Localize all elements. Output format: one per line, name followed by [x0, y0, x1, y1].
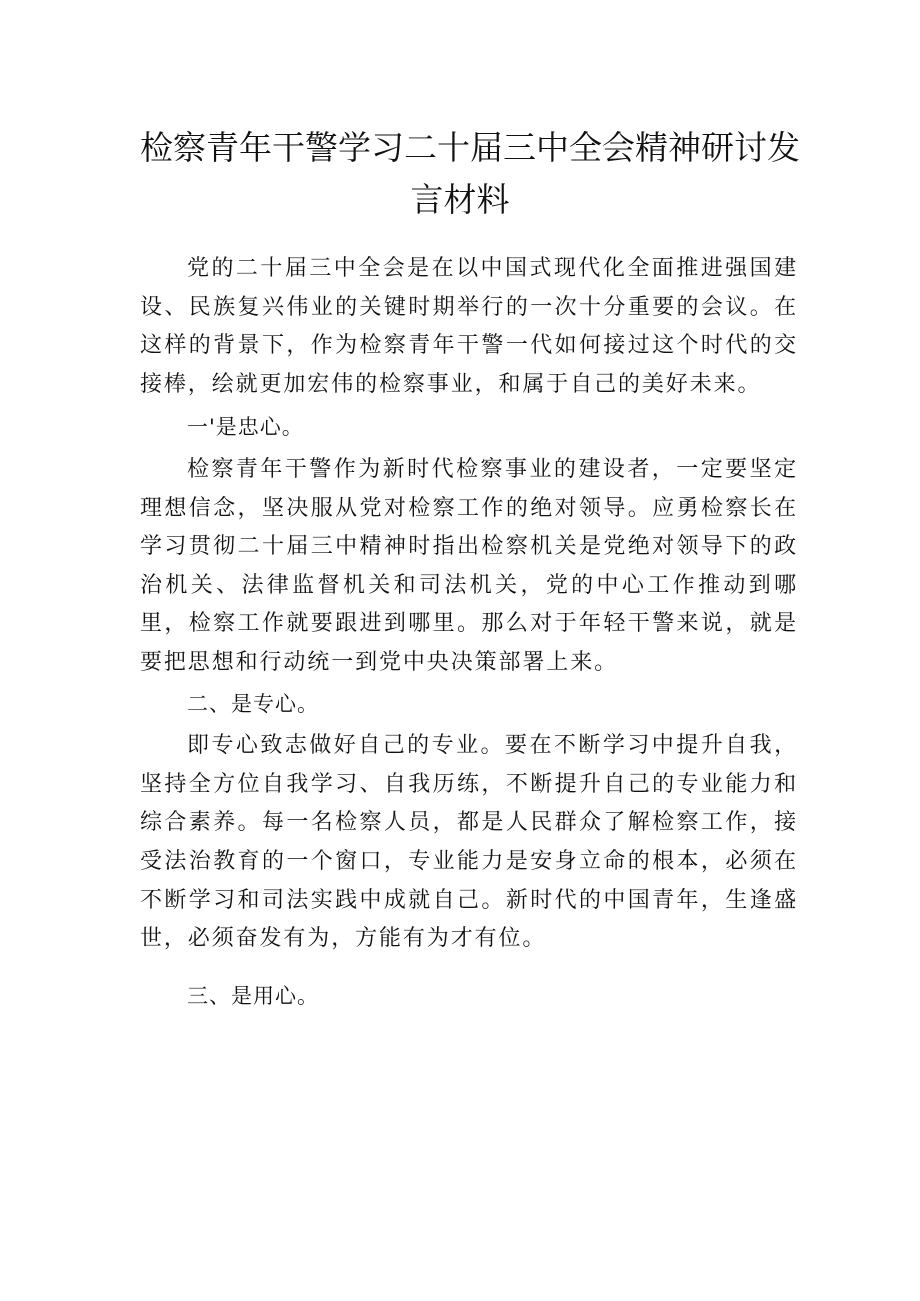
title-line-2: 言材料 [410, 180, 510, 219]
intro-paragraph: 党的二十届三中全会是在以中国式现代化全面推进强国建设、民族复兴伟业的关键时期举行的一次十分重要的会议。在这样的背景下，作为检察青年干警一代如何接过这个时代的交接棒，绘就更加宏伟的检察事业，和属于自己的美好未来。 [140, 256, 798, 397]
section-2-paragraph: 即专心致志做好自己的专业。要在不断学习中提升自我，坚持全方位自我学习、自我历练，不断提升自己的专业能力和综合素养。每一名检察人员，都是人民群众了解检察工作，接受法治教育的一个窗口，专业能力是安身立命的根本，必须在不断学习和司法实践中成就自己。新时代的中国青年，生逢盛世，必须奋发有为，方能有为才有位。 [140, 733, 798, 952]
document-title [140, 122, 800, 226]
section-1-paragraph: 检察青年干警作为新时代检察事业的建设者，一定要坚定理想信念，坚决服从党对检察工作的绝对领导。应勇检察长在学习贯彻二十届三中精神时指出检察机关是党绝对领导下的政治机关、法律监督机关和司法机关，党的中心工作推动到哪里，检察工作就要跟进到哪里。那么对于年轻干警来说，就是要把思想和行动统一到党中央决策部署上来。 [140, 456, 798, 675]
section-2-heading: 二、是专心。 [187, 691, 319, 716]
title-line-1: 检察青年干警学习二十届三中全会精神研讨发 [140, 128, 800, 167]
section-3-heading: 三、是用心。 [187, 983, 319, 1008]
section-1-heading: 一'是忠心。 [187, 415, 304, 440]
document-body [140, 250, 798, 1015]
